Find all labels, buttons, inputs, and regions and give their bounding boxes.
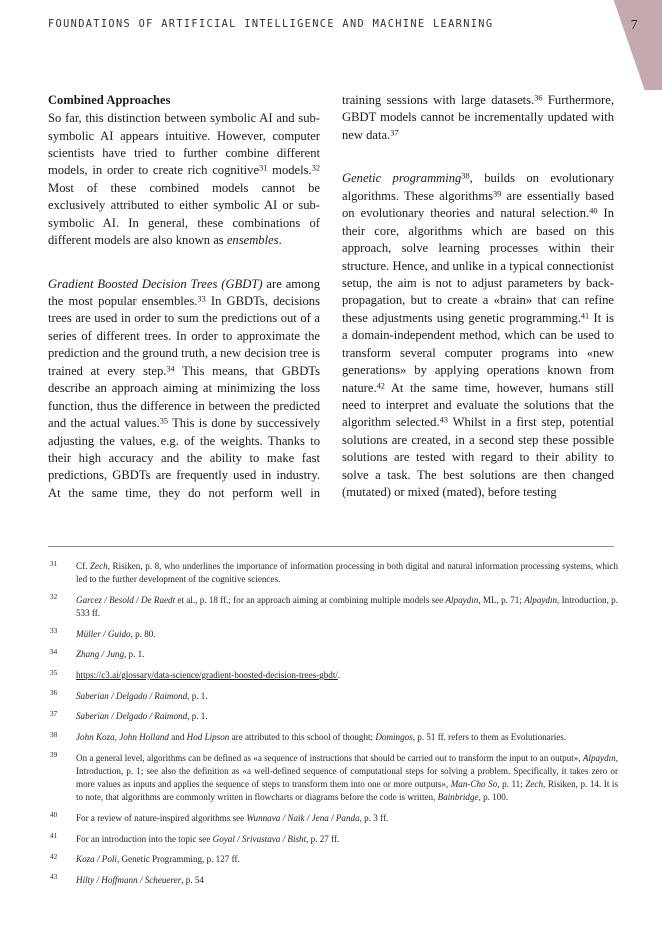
footnote-number: 38 <box>50 730 58 739</box>
emphasis-ensembles: ensembles <box>226 233 279 248</box>
footnote-number: 43 <box>50 873 58 882</box>
footnote-citation-name: Zech <box>89 561 108 571</box>
footnote-text <box>76 731 618 744</box>
running-head: FOUNDATIONS OF ARTIFICIAL INTELLIGENCE AND MACHINE LEARNING <box>48 18 494 30</box>
footnote-plain-text: On a general level, algorithms can be defined as «a sequence of instructions that should be carried out to transform the input to an output», <box>76 752 583 763</box>
footnote-citation-name: Müller / Guido <box>76 628 131 639</box>
footnote-number: 40 <box>50 811 58 820</box>
footnote-ref-34[interactable]: 34 <box>166 364 175 374</box>
para-text: Whilst in a first step, potential solutions are created, in a second step these possible solutions are tested with regard to their ability to solve a task. The best solutions are then changed (mutated) or mixed (mated), before testing <box>342 415 614 500</box>
footnote-plain-text: , p. 11; <box>497 779 526 790</box>
footnote-item <box>48 874 618 887</box>
emphasis-gbdt-title: Gradient Boosted Decision Trees (GBDT) <box>48 276 263 291</box>
para-text: are essentially based on evolutionary theories and natural selection. <box>342 188 614 221</box>
footnote-plain-text: , Risiken, p. 14. It is to note, that algorithms are commonly written in flowcharts or diagrams before the code is written, <box>76 779 618 803</box>
body-columns <box>48 92 614 512</box>
footnote-item <box>48 752 618 805</box>
para-text: , builds on evolutionary algorithms. These algorithms <box>342 171 614 203</box>
footnote-plain-text: , p. 80. <box>130 628 156 639</box>
footnote-item <box>48 690 618 703</box>
paragraph-genetic-programming <box>342 170 614 501</box>
footnote-number: 34 <box>50 647 58 656</box>
footnote-number: 39 <box>50 751 58 760</box>
footnote-citation-name: Alpaydın <box>524 594 558 605</box>
para-text: This means, that GBDTs describe an approach aiming at minimizing the loss function, thus the difference in between the predicted and the actual values. <box>48 363 321 431</box>
footnote-item <box>48 648 618 661</box>
footnote-ref-40[interactable]: 40 <box>589 206 598 216</box>
section-heading: Combined Approaches <box>48 93 171 107</box>
footnote-text <box>76 648 618 661</box>
footnote-plain-text: , p. 100. <box>478 792 509 803</box>
footnote-citation-name: Alpaydın <box>582 752 616 763</box>
footnote-ref-32[interactable]: 32 <box>311 163 320 173</box>
footnote-plain-text: , p. 51 ff. refers to them as Evolutionaries. <box>412 732 567 743</box>
paragraph-combined-approaches <box>48 110 320 250</box>
footnote-url-link[interactable]: https://c3.ai/glossary/data-science/gradient-boosted-decision-trees-gbdt/ <box>76 670 338 681</box>
footnote-number: 35 <box>50 668 58 677</box>
footnote-plain-text: , ML, p. 71; <box>478 594 525 605</box>
footnote-plain-text: , Risiken, p. 8, who underlines the importance of information processing in both digital and natural information processing systems, which led to the further development of the cognitive sciences. <box>76 561 618 585</box>
footnote-plain-text: , p. 54 <box>181 874 204 885</box>
para-text: are among the most popular ensembles. <box>48 276 320 309</box>
footnote-text <box>76 833 618 846</box>
para-text: So far, this distinction between symbolic AI and sub-symbolic AI appears intuitive. However, computer scientists have tried to further combine different models, in order to create rich cognitive <box>48 111 320 178</box>
para-text: At the same time, however, humans still need to interpret and evaluate the solutions that the algorithm selected. <box>342 380 614 430</box>
footnote-text <box>76 710 618 723</box>
footnote-plain-text: et al., p. 18 ff.; for an approach aiming at combining multiple models see <box>175 594 446 605</box>
para-text: Most of these combined models cannot be exclusively attributed to either symbolic AI or sub-symbolic AI. In general, these combinations of different models are also known as <box>48 180 320 248</box>
footnote-text <box>76 812 618 825</box>
footnote-plain-text: , Genetic Programming, p. 127 ff. <box>116 854 240 865</box>
footnote-text <box>76 690 618 703</box>
footnote-citation-name: Man-Cho So <box>450 779 498 790</box>
footnote-plain-text: and <box>168 732 187 743</box>
footnote-ref-39[interactable]: 39 <box>493 189 502 199</box>
footnote-citation-name: Hod Lipson <box>186 732 230 743</box>
footnote-number: 42 <box>50 852 58 861</box>
footnote-text <box>76 853 618 866</box>
footnote-item <box>48 731 618 744</box>
footnote-citation-name: Goyal / Srivastava / Bisht <box>212 833 307 844</box>
footnote-citation-name: Hilty / Hoffmann / Scheuerer <box>76 874 182 885</box>
footnote-citation-name: Garcez / Besold / De Raedt <box>76 594 176 605</box>
footnote-number: 31 <box>50 559 58 568</box>
footnote-plain-text: , Introduction, p. 1; see also the definition as «a well-defined sequence of computational steps for solving a problem. Specifically, it takes zero or more values as inputs and applies the sequence of steps to transform them into one or more outputs», <box>76 752 618 790</box>
footnote-text <box>76 669 618 682</box>
footnote-text <box>76 628 618 641</box>
footnote-plain-text: For a review of nature-inspired algorithms see <box>76 812 247 823</box>
footnote-ref-36[interactable]: 36 <box>534 93 543 103</box>
footnote-item <box>48 594 618 620</box>
footnote-text <box>76 594 618 620</box>
footnote-ref-31[interactable]: 31 <box>259 163 268 173</box>
footnote-citation-name: Zech <box>525 779 544 790</box>
para-text: . <box>278 233 282 248</box>
footnote-separator-rule <box>48 546 614 547</box>
footnote-ref-43[interactable]: 43 <box>439 415 448 425</box>
footnote-plain-text: , p. 27 ff. <box>306 833 340 844</box>
emphasis-genetic-programming-title: Genetic programming <box>342 171 462 186</box>
footnote-citation-name: Wunnava / Naik / Jena / Panda <box>246 812 360 823</box>
footnote-number: 32 <box>50 593 58 602</box>
footnote-citation-name: Domingos <box>375 732 413 743</box>
footnote-text <box>76 874 618 887</box>
footnote-number: 41 <box>50 832 58 841</box>
footnote-text <box>76 560 618 586</box>
para-text: Furthermore, GBDT models cannot be incrementally updated with new data. <box>342 93 614 142</box>
footnote-citation-name: Zhang / Jung <box>76 649 124 660</box>
para-text: In GBDTs, decisions trees are used in order to sum the predictions out of a series of different trees. In order to approximate the prediction and the ground truth, a new decision tree is trained at every step. <box>48 294 320 378</box>
para-text: This is done by successively adjusting the values, e.g. of the weights. Thanks to their high accuracy and the ability to make fast predictions, GBDTs are frequently used in industry. At the same time, they do not perform well in training sessions with large datasets. <box>48 93 535 500</box>
footnote-citation-name: Bainbridge <box>437 792 479 803</box>
para-text: models. <box>267 163 312 178</box>
section-block <box>48 92 320 109</box>
footnote-item <box>48 560 618 586</box>
page-number: 7 <box>630 17 638 32</box>
footnote-text <box>76 752 618 805</box>
footnote-citation-name: Saberian / Delgado / Raimond <box>76 711 188 722</box>
footnote-plain-text: , p. 1. <box>124 649 145 660</box>
footnote-item <box>48 669 618 682</box>
para-text: It is a domain-independent method, which can be used to transform several computer programs into «new generations» by applying operations known from nature. <box>342 310 614 395</box>
footnote-plain-text: Cf. <box>76 561 90 571</box>
footnote-plain-text: , p. 3 ff. <box>359 812 389 823</box>
footnote-citation-name: John Koza, John Holland <box>76 732 169 743</box>
footnote-ref-35[interactable]: 35 <box>159 416 169 426</box>
footnote-ref-33[interactable]: 33 <box>197 294 206 304</box>
page-corner-decoration <box>600 0 662 90</box>
footnote-plain-text: For an introduction into the topic see <box>76 833 213 844</box>
footnote-plain-text: , p. 1. <box>187 711 208 722</box>
footnote-ref-37[interactable]: 37 <box>390 128 399 138</box>
footnote-number: 33 <box>50 627 58 636</box>
footnote-item <box>48 628 618 641</box>
footnote-number: 36 <box>50 689 58 698</box>
footnote-citation-name: Saberian / Delgado / Raimond <box>76 690 188 701</box>
footnote-plain-text: are attributed to this school of thought; <box>229 732 376 743</box>
para-text: In their core, algorithms which are based on this approach, solve learning processes within their structure. Hence, and unlike in a typical connectionist setup, the aim is not to adjust parameters by back-propagation, but to create a «brain» that can refine these adjustments using genetic programming. <box>342 206 614 325</box>
footnote-item <box>48 833 618 846</box>
footnote-number: 37 <box>50 709 58 718</box>
footnote-ref-41[interactable]: 41 <box>580 311 590 321</box>
footnote-item <box>48 853 618 866</box>
footnote-citation-name: Koza / Poli <box>76 854 117 865</box>
footnote-plain-text: , p. 1. <box>187 690 208 701</box>
footnote-ref-42[interactable]: 42 <box>376 381 385 391</box>
footnote-item <box>48 812 618 825</box>
footnote-list <box>48 560 618 887</box>
footnote-citation-name: Alpaydın <box>445 594 479 605</box>
footnote-item <box>48 710 618 723</box>
footnote-ref-38[interactable]: 38 <box>461 171 470 181</box>
footnote-plain-text: , Introduction, p. 533 ff. <box>76 594 618 619</box>
footnote-plain-text: . <box>337 670 341 681</box>
